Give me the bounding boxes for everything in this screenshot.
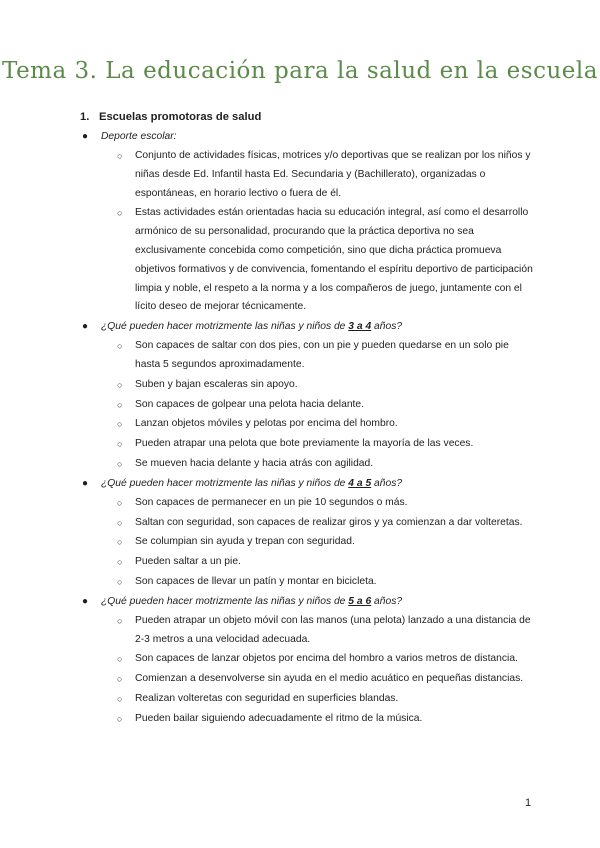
circle-bullet-icon: ○ (117, 674, 123, 685)
list-item-text: Se mueven hacia delante y hacia atrás con agilidad. (135, 457, 374, 469)
circle-bullet-icon: ○ (117, 208, 123, 219)
list-item (0, 455, 600, 474)
list-item-text: Pueden atrapar una pelota que bote previamente la mayoría de las veces. (135, 438, 474, 450)
question-suffix: años? (371, 321, 403, 333)
circle-bullet-icon: ○ (117, 458, 123, 469)
question-prefix: ¿Qué pueden hacer motrizmente las niñas y niños de (101, 321, 349, 333)
list-item-text: Pueden atrapar un objeto móvil con las manos (una pelota) lanzado a una distancia de 2-3 metros a una velocidad adecuada. (135, 614, 531, 645)
section-heading (80, 108, 600, 126)
list-item (0, 396, 600, 415)
list-item (0, 415, 600, 434)
circle-bullet-icon: ○ (117, 557, 123, 568)
list-item-text: Son capaces de saltar con dos pies, con un pie y pueden quedarse en un solo pie hasta 5 segundos aproximadamente. (135, 340, 509, 370)
age-range: 4 a 5 (348, 477, 372, 489)
section-title: Escuelas promotoras de salud (99, 111, 262, 123)
circle-bullet-icon: ○ (117, 615, 123, 626)
bullet-age-5-6 (0, 593, 600, 611)
list-item-text: Suben y bajan escaleras sin apoyo. (135, 378, 298, 390)
list-item (0, 690, 600, 709)
list-item (0, 376, 600, 395)
list-item (0, 553, 600, 572)
bullet-label: Deporte escolar: (101, 131, 177, 142)
list-item (0, 670, 600, 689)
list-item-text: Se columpian sin ayuda y trepan con seguridad. (135, 536, 355, 548)
list-item (0, 204, 600, 317)
list-item (0, 612, 600, 650)
list-item-text: Estas actividades están orientadas hacia su educación integral, así como el desarrollo armónico de su personalidad, procurando que la práctica deportiva no sea exclusivamente concebida como competición, sino que dicha práctica promueva objetivos formativos y de convivencia, fomentando el espíritu deportivo de participación limpia y noble, el respeto a la norma y a los compañeros de juego, juntamente con el lícito deseo de mejorar técnicamente. (135, 207, 533, 313)
list-item (0, 514, 600, 533)
circle-bullet-icon: ○ (117, 151, 123, 161)
bullet-dot-icon: ● (82, 595, 89, 607)
list-item (0, 573, 600, 592)
circle-bullet-icon: ○ (117, 693, 123, 704)
list-item (0, 533, 600, 552)
list-item-text: Son capaces de permanecer en un pie 10 segundos o más. (135, 496, 408, 508)
list-item (0, 710, 600, 729)
circle-bullet-icon: ○ (117, 517, 123, 528)
page-title: Tema 3. La educación para la salud en la escuela (2, 58, 598, 84)
bullet-dot-icon: ● (82, 131, 89, 142)
bullet-deporte-escolar (0, 128, 600, 146)
question-prefix: ¿Qué pueden hacer motrizmente las niñas y niños de (101, 595, 349, 607)
circle-bullet-icon: ○ (117, 537, 123, 548)
circle-bullet-icon: ○ (117, 419, 123, 430)
question-suffix: años? (371, 595, 403, 607)
list-item-text: Saltan con seguridad, son capaces de realizar giros y ya comienzan a dar volteretas. (135, 516, 523, 528)
age-range: 5 a 6 (348, 595, 372, 607)
list-item (0, 494, 600, 513)
list-item-text: Son capaces de llevar un patín y montar en bicicleta. (135, 575, 377, 587)
list-item-text: Pueden bailar siguiendo adecuadamente el ritmo de la música. (135, 712, 423, 724)
list-item-text: Lanzan objetos móviles y pelotas por encima del hombro. (135, 418, 398, 430)
list-item-text: Pueden saltar a un pie. (135, 556, 241, 568)
list-item (0, 337, 600, 375)
circle-bullet-icon: ○ (117, 379, 123, 390)
question-suffix: años? (371, 477, 403, 489)
section-number: 1. (80, 111, 90, 123)
bullet-age-3-4 (0, 318, 600, 336)
list-item-text: Comienzan a desenvolverse sin ayuda en el medio acuático en pequeñas distancias. (135, 673, 524, 685)
circle-bullet-icon: ○ (117, 439, 123, 450)
list-item-text: Conjunto de actividades físicas, motrices y/o deportivas que se realizan por los niños y niñas desde Ed. Infantil hasta Ed. Secundaria y (Bachillerato), organizadas o espontáneas, en horario lectivo o fuera de él. (135, 150, 531, 199)
question-prefix: ¿Qué pueden hacer motrizmente las niñas y niños de (101, 477, 349, 489)
bullet-age-4-5 (0, 475, 600, 493)
list-item-text: Son capaces de golpear una pelota hacia delante. (135, 398, 364, 410)
list-item (0, 435, 600, 454)
circle-bullet-icon: ○ (117, 713, 123, 724)
list-item-text: Realizan volteretas con seguridad en superficies blandas. (135, 692, 399, 704)
document-body (0, 108, 600, 730)
circle-bullet-icon: ○ (117, 497, 123, 508)
bullet-dot-icon: ● (82, 321, 89, 333)
list-item (0, 147, 600, 203)
age-range: 3 a 4 (348, 321, 372, 333)
circle-bullet-icon: ○ (117, 654, 123, 665)
circle-bullet-icon: ○ (117, 341, 123, 352)
circle-bullet-icon: ○ (117, 576, 123, 587)
page-number: 1 (525, 797, 532, 809)
list-item (0, 650, 600, 669)
bullet-dot-icon: ● (82, 477, 89, 489)
list-item-text: Son capaces de lanzar objetos por encima del hombro a varios metros de distancia. (135, 653, 518, 665)
circle-bullet-icon: ○ (117, 399, 123, 410)
